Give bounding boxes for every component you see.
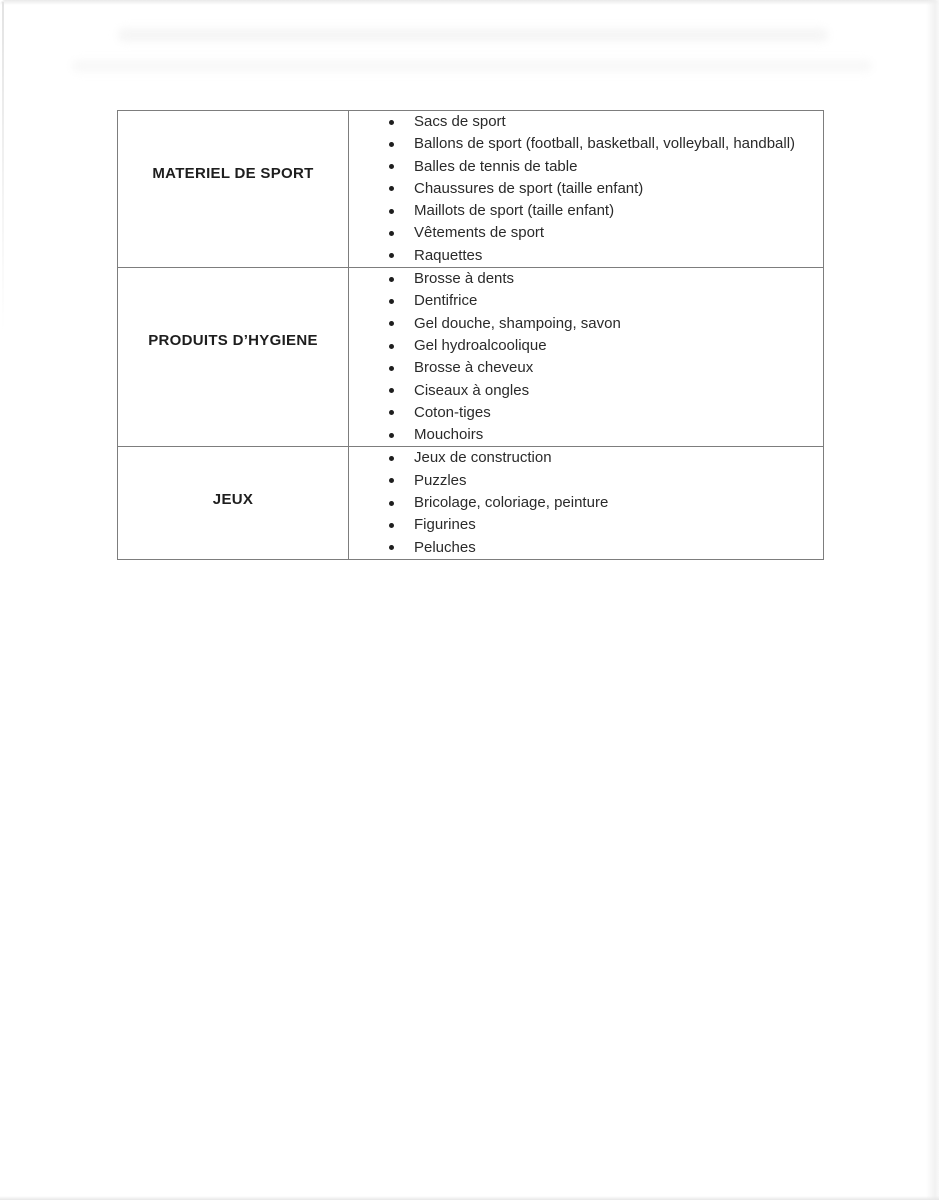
page-left-edge: [2, 2, 4, 332]
list-item-text: Sacs de sport: [414, 113, 506, 130]
category-label: PRODUITS D’HYGIENE: [148, 332, 318, 350]
list-item-text: Figurines: [414, 516, 476, 534]
items-cell: [349, 111, 824, 268]
list-item-text: Ballons de sport (football, basketball, volleyball, handball): [414, 135, 796, 153]
category-cell: [118, 447, 349, 559]
list-item-text: Chaussures de sport (taille enfant): [414, 179, 644, 197]
list-item-text: Ciseaux à ongles: [414, 381, 530, 399]
bullet-icon: [389, 344, 394, 349]
page-right-edge: [926, 0, 939, 1200]
items-list: [349, 268, 823, 446]
list-item: [349, 447, 823, 469]
bullet-icon: [389, 277, 394, 282]
list-item-text: Peluches: [414, 538, 476, 556]
list-item-text: Dentifrice: [414, 292, 478, 310]
list-item: [349, 290, 823, 312]
list-item: [349, 133, 823, 155]
list-item: [349, 335, 823, 357]
category-label: JEUX: [212, 491, 254, 509]
bullet-icon: [389, 209, 394, 214]
list-item-text: Raquettes: [414, 246, 483, 264]
list-item-text: Brosse à dents: [414, 270, 515, 288]
list-item: [349, 111, 823, 133]
table-row: [118, 111, 824, 268]
bullet-icon: [389, 388, 394, 393]
category-cell: [118, 111, 349, 268]
list-item-text: Jeux de construction: [414, 449, 552, 467]
list-item: [349, 313, 823, 335]
bullet-icon: [389, 433, 394, 438]
list-item-text: Bricolage, coloriage, peinture: [414, 494, 609, 512]
list-item-text: Coton-tiges: [414, 403, 491, 421]
list-item: [349, 380, 823, 402]
list-item-text: Maillots de sport (taille enfant): [414, 202, 615, 220]
list-item: [349, 200, 823, 222]
items-list: [349, 447, 823, 558]
list-item-text: Vêtements de sport: [414, 224, 545, 242]
items-list: [349, 111, 823, 267]
list-item: [349, 178, 823, 200]
list-item: [349, 492, 823, 514]
bullet-icon: [389, 142, 394, 147]
category-label: MATERIEL DE SPORT: [152, 165, 314, 183]
list-item-text: Gel douche, shampoing, savon: [414, 314, 621, 332]
bullet-icon: [389, 253, 394, 258]
list-item: [349, 424, 823, 446]
bullet-icon: [389, 545, 394, 550]
list-item-text: Balles de tennis de table: [414, 157, 578, 175]
page-top-edge: [0, 0, 939, 5]
bullet-icon: [389, 321, 394, 326]
bullet-icon: [389, 410, 394, 415]
list-item-text: Mouchoirs: [414, 426, 484, 444]
bullet-icon: [389, 456, 394, 461]
bullet-icon: [389, 366, 394, 371]
list-item-text: Puzzles: [414, 471, 467, 489]
list-item: [349, 222, 823, 244]
category-cell: [118, 268, 349, 447]
bullet-icon: [389, 231, 394, 236]
table-row: [118, 447, 824, 559]
faded-text-artifact: [118, 28, 828, 42]
list-item: [349, 470, 823, 492]
bullet-icon: [389, 164, 394, 169]
bullet-icon: [389, 501, 394, 506]
list-item: [349, 357, 823, 379]
list-item-text: Gel hydroalcoolique: [414, 336, 547, 354]
items-cell: [349, 447, 824, 559]
bullet-icon: [389, 478, 394, 483]
bullet-icon: [389, 120, 394, 125]
bullet-icon: [389, 523, 394, 528]
categories-table: [117, 110, 824, 560]
list-item: [349, 156, 823, 178]
categories-table-body: [118, 111, 824, 560]
table-row: [118, 268, 824, 447]
faded-text-artifact: [72, 60, 872, 72]
page-bottom-edge: [0, 1196, 939, 1200]
list-item: [349, 245, 823, 267]
bullet-icon: [389, 299, 394, 304]
list-item: [349, 268, 823, 290]
items-cell: [349, 268, 824, 447]
list-item-text: Brosse à cheveux: [414, 359, 534, 377]
list-item: [349, 402, 823, 424]
list-item: [349, 514, 823, 536]
list-item: [349, 537, 823, 559]
bullet-icon: [389, 186, 394, 191]
